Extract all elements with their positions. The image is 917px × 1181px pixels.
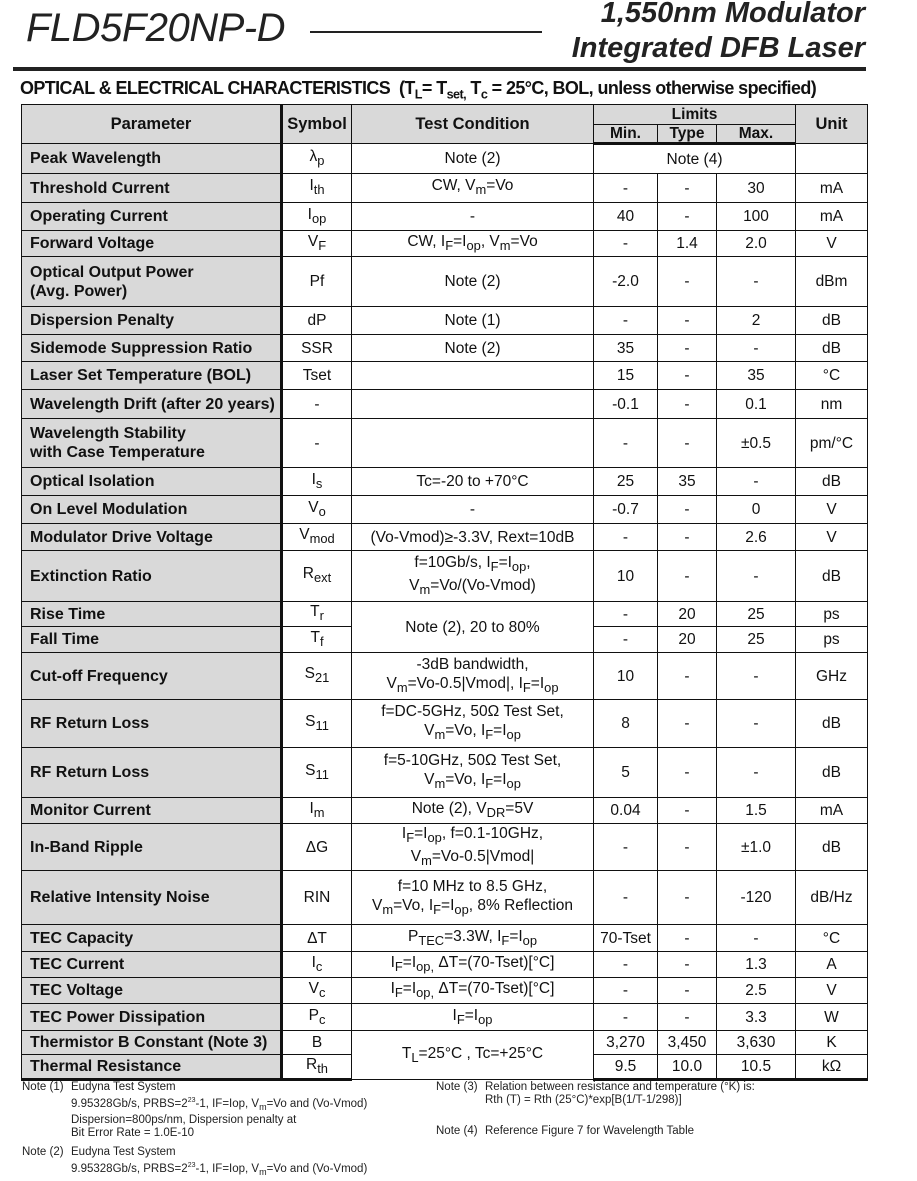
table-row <box>22 952 868 978</box>
min-cell: - <box>594 871 658 925</box>
max-cell: - <box>717 748 796 798</box>
max-cell: -120 <box>717 871 796 925</box>
condition-cell: Note (2), 20 to 80% <box>352 602 594 653</box>
condition-cell: $I_F=I_{op,}$ ΔT=(70-Tset)[°C] <box>352 978 594 1004</box>
param-cell: Wavelength Stability with Case Temperature <box>22 419 282 468</box>
param-cell: Optical Isolation <box>22 468 282 496</box>
symbol-cell: ΔG <box>282 824 352 871</box>
table-row <box>22 203 868 231</box>
condition-cell: Tc=-20 to +70°C <box>352 468 594 496</box>
unit-cell: ps <box>796 602 868 627</box>
param-cell: Sidemode Suppression Ratio <box>22 335 282 362</box>
table-row <box>22 824 868 871</box>
type-cell: - <box>658 335 717 362</box>
param-cell: TEC Power Dissipation <box>22 1004 282 1031</box>
symbol-cell: $V_o$ <box>282 496 352 524</box>
unit-cell: kΩ <box>796 1055 868 1080</box>
max-cell: 30 <box>717 174 796 203</box>
min-cell: - <box>594 307 658 335</box>
table-body <box>22 144 868 1080</box>
symbol-cell: $V_{mod}$ <box>282 524 352 551</box>
type-cell: - <box>658 952 717 978</box>
table-row <box>22 748 868 798</box>
condition-cell: CW, $I_F=I_{op}$, $V_m=Vo$ <box>352 231 594 257</box>
unit-cell: °C <box>796 925 868 952</box>
symbol-cell: $V_F$ <box>282 231 352 257</box>
unit-cell: dB <box>796 700 868 748</box>
min-cell: 35 <box>594 335 658 362</box>
table-row <box>22 231 868 257</box>
unit-cell: A <box>796 952 868 978</box>
symbol-cell: RIN <box>282 871 352 925</box>
max-cell: - <box>717 335 796 362</box>
note-body: Eudyna Test System 9.95328Gb/s, $PRBS=2^{23}-1$, IF=Iop, $V_m=Vo$ and (Vo-Vmod) Dispersion=800ps/nm, Dispersion penalty at Bit Error Rate = 1.0E-10 <box>71 1081 368 1140</box>
param-cell: Optical Output Power (Avg. Power) <box>22 257 282 307</box>
limits-cell: Note (4) <box>594 144 796 174</box>
min-cell: - <box>594 978 658 1004</box>
min-cell: 25 <box>594 468 658 496</box>
symbol-cell: $P_c$ <box>282 1004 352 1031</box>
min-cell: - <box>594 952 658 978</box>
max-cell: - <box>717 700 796 748</box>
table-row <box>22 257 868 307</box>
condition-cell: Note (2) <box>352 335 594 362</box>
note-body: Reference Figure 7 for Wavelength Table <box>485 1125 695 1137</box>
param-cell: In-Band Ripple <box>22 824 282 871</box>
min-cell: 40 <box>594 203 658 231</box>
min-cell: 3,270 <box>594 1031 658 1055</box>
min-cell: 10 <box>594 551 658 602</box>
header-unit: Unit <box>796 105 868 144</box>
min-cell: - <box>594 602 658 627</box>
type-cell: 1.4 <box>658 231 717 257</box>
param-cell: RF Return Loss <box>22 700 282 748</box>
section-conditions: ($T_L= T_{set,}$ $T_c = 25^\circ C$, BOL, unless otherwise specified) <box>394 77 817 102</box>
unit-cell: ps <box>796 627 868 653</box>
condition-cell <box>352 419 594 468</box>
type-cell: - <box>658 524 717 551</box>
max-cell: 3.3 <box>717 1004 796 1031</box>
symbol-cell: SSR <box>282 335 352 362</box>
section-heading: OPTICAL & ELECTRICAL CHARACTERISTICS <box>20 77 391 98</box>
unit-cell: dB <box>796 307 868 335</box>
type-cell: - <box>658 871 717 925</box>
min-cell: -0.7 <box>594 496 658 524</box>
header-limits: Limits <box>594 105 796 125</box>
note-4 <box>436 1125 694 1138</box>
table-row <box>22 307 868 335</box>
symbol-cell: - <box>282 419 352 468</box>
param-cell: Threshold Current <box>22 174 282 203</box>
condition-cell: (Vo-Vmod)≥-3.3V, Rext=10dB <box>352 524 594 551</box>
condition-cell: - <box>352 496 594 524</box>
note-1 <box>22 1081 367 1140</box>
table-row <box>22 468 868 496</box>
type-cell: - <box>658 925 717 952</box>
condition-cell: $I_F=I_{op}$ <box>352 1004 594 1031</box>
table-row <box>22 362 868 390</box>
type-cell: - <box>658 653 717 700</box>
symbol-cell: $S_{11}$ <box>282 700 352 748</box>
min-cell: 8 <box>594 700 658 748</box>
condition-cell: Note (2), $V_{DR}=5V$ <box>352 798 594 824</box>
min-cell: -0.1 <box>594 390 658 419</box>
symbol-cell: $S_{21}$ <box>282 653 352 700</box>
type-cell: - <box>658 1004 717 1031</box>
min-cell: - <box>594 174 658 203</box>
unit-cell: mA <box>796 798 868 824</box>
max-cell: - <box>717 468 796 496</box>
type-cell: 20 <box>658 602 717 627</box>
condition-cell: CW, $V_m=Vo$ <box>352 174 594 203</box>
characteristics-table <box>21 104 868 1081</box>
type-cell: - <box>658 362 717 390</box>
condition-cell: -3dB bandwidth, $V_m=Vo-0.5|Vmod|$, $I_F=I_{op}$ <box>352 653 594 700</box>
unit-cell: °C <box>796 362 868 390</box>
condition-cell: Note (1) <box>352 307 594 335</box>
condition-cell: Note (2) <box>352 144 594 174</box>
type-cell: 35 <box>658 468 717 496</box>
param-cell: Dispersion Penalty <box>22 307 282 335</box>
param-cell: Monitor Current <box>22 798 282 824</box>
table-row <box>22 390 868 419</box>
unit-cell: dBm <box>796 257 868 307</box>
param-cell: Thermal Resistance <box>22 1055 282 1080</box>
unit-cell: pm/°C <box>796 419 868 468</box>
type-cell: 20 <box>658 627 717 653</box>
max-cell: 2.5 <box>717 978 796 1004</box>
table-row <box>22 798 868 824</box>
header-type: Type <box>658 125 717 144</box>
table-row <box>22 144 868 174</box>
param-cell: RF Return Loss <box>22 748 282 798</box>
condition-cell: $P_{TEC}=3.3W$, $I_F=I_{op}$ <box>352 925 594 952</box>
param-cell: Forward Voltage <box>22 231 282 257</box>
condition-cell: - <box>352 203 594 231</box>
min-cell: -2.0 <box>594 257 658 307</box>
type-cell: - <box>658 174 717 203</box>
min-cell: 0.04 <box>594 798 658 824</box>
product-line-1: 1,550nm Modulator <box>600 0 865 29</box>
max-cell: ±1.0 <box>717 824 796 871</box>
unit-cell: K <box>796 1031 868 1055</box>
unit-cell: dB <box>796 468 868 496</box>
unit-cell: V <box>796 496 868 524</box>
type-cell: - <box>658 978 717 1004</box>
note-2 <box>22 1146 367 1179</box>
type-cell: - <box>658 419 717 468</box>
min-cell: - <box>594 824 658 871</box>
param-cell: On Level Modulation <box>22 496 282 524</box>
condition-cell <box>352 362 594 390</box>
table-row <box>22 653 868 700</box>
max-cell: - <box>717 257 796 307</box>
unit-cell: GHz <box>796 653 868 700</box>
max-cell: 25 <box>717 627 796 653</box>
symbol-cell: - <box>282 390 352 419</box>
unit-cell: mA <box>796 174 868 203</box>
param-cell: Wavelength Drift (after 20 years) <box>22 390 282 419</box>
note-body: Eudyna Test System 9.95328Gb/s, $PRBS=2^{23}-1$, IF=Iop, $V_m=Vo$ and (Vo-Vmod) <box>71 1146 368 1178</box>
unit-cell: dB <box>796 824 868 871</box>
min-cell: 70-Tset <box>594 925 658 952</box>
symbol-cell: $I_{op}$ <box>282 203 352 231</box>
note-3 <box>436 1081 755 1107</box>
param-cell: Thermistor B Constant (Note 3) <box>22 1031 282 1055</box>
max-cell: 0 <box>717 496 796 524</box>
symbol-cell: $I_c$ <box>282 952 352 978</box>
type-cell: - <box>658 824 717 871</box>
part-number: FLD5F20NP-D <box>26 6 286 50</box>
param-cell: Cut-off Frequency <box>22 653 282 700</box>
table-row <box>22 551 868 602</box>
header-parameter: Parameter <box>22 105 282 144</box>
product-name <box>572 0 865 66</box>
condition-cell: f=5-10GHz, 50Ω Test Set, $V_m=Vo$, $I_F=I_{op}$ <box>352 748 594 798</box>
symbol-cell: $R_{th}$ <box>282 1055 352 1080</box>
param-cell: Peak Wavelength <box>22 144 282 174</box>
unit-cell: dB <box>796 551 868 602</box>
condition-cell <box>352 390 594 419</box>
note-label: Note (1) <box>22 1081 64 1093</box>
param-cell: TEC Voltage <box>22 978 282 1004</box>
param-cell: Fall Time <box>22 627 282 653</box>
table-row <box>22 174 868 203</box>
max-cell: 10.5 <box>717 1055 796 1080</box>
param-cell: TEC Current <box>22 952 282 978</box>
max-cell: 35 <box>717 362 796 390</box>
symbol-cell: $I_m$ <box>282 798 352 824</box>
unit-cell: nm <box>796 390 868 419</box>
table-row <box>22 925 868 952</box>
type-cell: - <box>658 551 717 602</box>
max-cell: 100 <box>717 203 796 231</box>
title-divider <box>310 31 542 33</box>
product-line-2: Integrated DFB Laser <box>571 32 865 64</box>
header-test-condition: Test Condition <box>352 105 594 144</box>
unit-cell: dB <box>796 748 868 798</box>
header-symbol: Symbol <box>282 105 352 144</box>
min-cell: 15 <box>594 362 658 390</box>
table-row <box>22 335 868 362</box>
unit-cell <box>796 144 868 174</box>
max-cell: 1.5 <box>717 798 796 824</box>
symbol-cell: B <box>282 1031 352 1055</box>
min-cell: 9.5 <box>594 1055 658 1080</box>
symbol-cell: $V_c$ <box>282 978 352 1004</box>
header-max: Max. <box>717 125 796 144</box>
symbol-cell: dP <box>282 307 352 335</box>
max-cell: ±0.5 <box>717 419 796 468</box>
unit-cell: V <box>796 978 868 1004</box>
unit-cell: dB <box>796 335 868 362</box>
condition-cell: f=DC-5GHz, 50Ω Test Set, $V_m=Vo$, $I_F=I_{op}$ <box>352 700 594 748</box>
min-cell: - <box>594 419 658 468</box>
type-cell: 3,450 <box>658 1031 717 1055</box>
param-cell: TEC Capacity <box>22 925 282 952</box>
header-min: Min. <box>594 125 658 144</box>
header-rule <box>13 67 866 71</box>
max-cell: - <box>717 653 796 700</box>
type-cell: - <box>658 307 717 335</box>
param-cell: Laser Set Temperature (BOL) <box>22 362 282 390</box>
unit-cell: dB/Hz <box>796 871 868 925</box>
condition-cell: Note (2) <box>352 257 594 307</box>
note-label: Note (2) <box>22 1146 64 1158</box>
max-cell: - <box>717 551 796 602</box>
type-cell: - <box>658 257 717 307</box>
max-cell: - <box>717 925 796 952</box>
min-cell: - <box>594 627 658 653</box>
table-row <box>22 419 868 468</box>
note-body: Relation between resistance and temperature (°K) is: Rth (T) = Rth (25°C)*exp[B(1/T-1/298)] <box>485 1081 755 1106</box>
type-cell: - <box>658 798 717 824</box>
table-row <box>22 524 868 551</box>
symbol-cell: $\lambda_p$ <box>282 144 352 174</box>
unit-cell: mA <box>796 203 868 231</box>
condition-cell: $T_L=25^\circ C$ , Tc=+25°C <box>352 1031 594 1080</box>
symbol-cell: $I_{th}$ <box>282 174 352 203</box>
type-cell: - <box>658 748 717 798</box>
symbol-cell: ΔT <box>282 925 352 952</box>
table-row <box>22 496 868 524</box>
max-cell: 2.6 <box>717 524 796 551</box>
max-cell: 2.0 <box>717 231 796 257</box>
condition-cell: f=10 MHz to 8.5 GHz, $V_m=Vo$, $I_F=I_{op}$, 8% Reflection <box>352 871 594 925</box>
table-row <box>22 871 868 925</box>
condition-cell: f=10Gb/s, $I_F=I_{op}$, $V_m=Vo/(Vo-Vmod)$ <box>352 551 594 602</box>
symbol-cell: Pf <box>282 257 352 307</box>
max-cell: 1.3 <box>717 952 796 978</box>
type-cell: - <box>658 496 717 524</box>
param-cell: Operating Current <box>22 203 282 231</box>
param-cell: Extinction Ratio <box>22 551 282 602</box>
table-row <box>22 1031 868 1055</box>
symbol-cell: $T_f$ <box>282 627 352 653</box>
note-label: Note (3) <box>436 1081 478 1093</box>
symbol-cell: $S_{11}$ <box>282 748 352 798</box>
max-cell: 2 <box>717 307 796 335</box>
param-cell: Modulator Drive Voltage <box>22 524 282 551</box>
max-cell: 0.1 <box>717 390 796 419</box>
type-cell: - <box>658 700 717 748</box>
condition-cell: $I_F=I_{op,}$ ΔT=(70-Tset)[°C] <box>352 952 594 978</box>
type-cell: - <box>658 390 717 419</box>
max-cell: 3,630 <box>717 1031 796 1055</box>
condition-cell: $I_F=I_{op}$, f=0.1-10GHz, $V_m=Vo-0.5|Vmod|$ <box>352 824 594 871</box>
type-cell: 10.0 <box>658 1055 717 1080</box>
table-row <box>22 978 868 1004</box>
unit-cell: W <box>796 1004 868 1031</box>
min-cell: 5 <box>594 748 658 798</box>
type-cell: - <box>658 203 717 231</box>
min-cell: 10 <box>594 653 658 700</box>
min-cell: - <box>594 1004 658 1031</box>
min-cell: - <box>594 524 658 551</box>
section-title <box>20 77 816 102</box>
table-row <box>22 1004 868 1031</box>
symbol-cell: Tset <box>282 362 352 390</box>
unit-cell: V <box>796 524 868 551</box>
table-row <box>22 700 868 748</box>
symbol-cell: $T_r$ <box>282 602 352 627</box>
min-cell: - <box>594 231 658 257</box>
table-row <box>22 602 868 627</box>
note-label: Note (4) <box>436 1125 478 1137</box>
symbol-cell: $R_{ext}$ <box>282 551 352 602</box>
param-cell: Rise Time <box>22 602 282 627</box>
param-cell: Relative Intensity Noise <box>22 871 282 925</box>
symbol-cell: $I_s$ <box>282 468 352 496</box>
max-cell: 25 <box>717 602 796 627</box>
unit-cell: V <box>796 231 868 257</box>
